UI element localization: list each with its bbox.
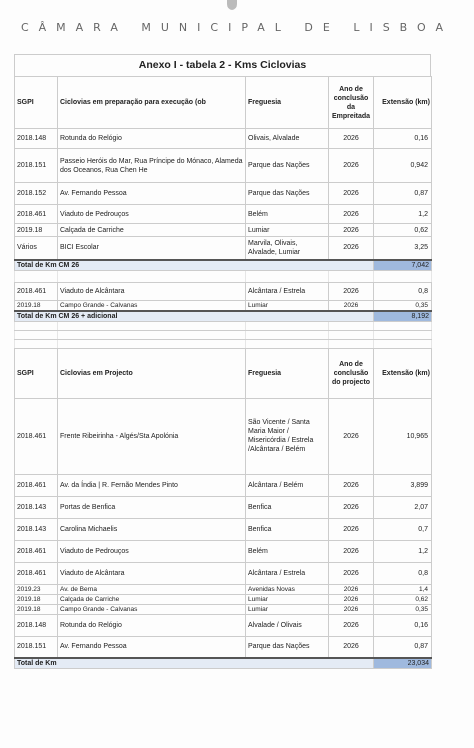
total-value: 7,042 xyxy=(374,260,432,271)
cell-ext: 0,16 xyxy=(374,614,432,636)
cell-name: Viaduto de Pedrouços xyxy=(58,205,246,224)
cell-name: Rotunda do Relógio xyxy=(58,129,246,149)
cell-sgpi: 2018.151 xyxy=(15,636,58,658)
cell-sgpi: 2018.152 xyxy=(15,183,58,205)
table-row xyxy=(15,496,432,518)
cell-name: Frente Ribeirinha - Algés/Sta Apolónia xyxy=(58,398,246,474)
empty-cell xyxy=(246,321,329,330)
cell-freguesia: Avenidas Novas xyxy=(246,584,329,594)
cell-freguesia: Lumiar xyxy=(246,594,329,604)
table-row xyxy=(15,398,432,474)
empty-cell xyxy=(329,339,374,348)
cell-freguesia: Belém xyxy=(246,205,329,224)
cell-name: Viaduto de Alcântara xyxy=(58,282,246,300)
empty-cell xyxy=(15,270,58,282)
col-ext: Extensão (km) xyxy=(374,77,432,129)
section-execution xyxy=(15,77,432,669)
cell-ext: 1,2 xyxy=(374,205,432,224)
cell-ano: 2026 xyxy=(329,300,374,311)
cell-ext: 0,35 xyxy=(374,604,432,614)
coat-of-arms-icon xyxy=(225,0,239,10)
cell-ano: 2026 xyxy=(329,205,374,224)
cell-name: Campo Grande - Calvanas xyxy=(58,300,246,311)
cell-ano: 2026 xyxy=(329,398,374,474)
cell-ano: 2026 xyxy=(329,518,374,540)
empty-cell xyxy=(374,270,432,282)
spacer-row xyxy=(15,339,432,348)
cell-name: Carolina Michaelis xyxy=(58,518,246,540)
table-row xyxy=(15,149,432,183)
spacer-row xyxy=(15,321,432,330)
cell-sgpi: 2018.461 xyxy=(15,282,58,300)
cell-sgpi: 2018.143 xyxy=(15,496,58,518)
table-row xyxy=(15,584,432,594)
cell-freguesia: Parque das Nações xyxy=(246,149,329,183)
cell-freguesia: Alvalade / Olivais xyxy=(246,614,329,636)
total-row xyxy=(15,260,432,271)
table-row xyxy=(15,636,432,658)
total-row xyxy=(15,311,432,322)
table-row xyxy=(15,282,432,300)
empty-cell xyxy=(374,330,432,339)
total-value: 23,034 xyxy=(374,658,432,669)
table-row xyxy=(15,237,432,260)
empty-cell xyxy=(58,321,246,330)
cell-ext: 2,07 xyxy=(374,496,432,518)
cell-ano: 2026 xyxy=(329,237,374,260)
table-row xyxy=(15,474,432,496)
table-row xyxy=(15,300,432,311)
cell-ext: 0,8 xyxy=(374,562,432,584)
cell-name: Av. da Índia | R. Fernão Mendes Pinto xyxy=(58,474,246,496)
cell-ano: 2026 xyxy=(329,474,374,496)
col-ano: Ano de conclusão do projecto xyxy=(329,348,374,398)
empty-cell xyxy=(58,330,246,339)
cell-ano: 2026 xyxy=(329,540,374,562)
cell-freguesia: Belém xyxy=(246,540,329,562)
cell-sgpi: 2019.23 xyxy=(15,584,58,594)
cell-sgpi: 2018.151 xyxy=(15,149,58,183)
cell-sgpi: 2019.18 xyxy=(15,300,58,311)
table-row xyxy=(15,562,432,584)
table-row xyxy=(15,205,432,224)
cell-freguesia: Parque das Nações xyxy=(246,636,329,658)
cell-freguesia: Parque das Nações xyxy=(246,183,329,205)
cell-ano: 2026 xyxy=(329,604,374,614)
table-row xyxy=(15,594,432,604)
cell-sgpi: 2018.148 xyxy=(15,129,58,149)
col-sgpi: SGPI xyxy=(15,77,58,129)
header-row xyxy=(15,77,432,129)
cell-freguesia: Benfica xyxy=(246,496,329,518)
cell-ext: 0,87 xyxy=(374,183,432,205)
empty-cell xyxy=(374,321,432,330)
cell-name: Av. Fernando Pessoa xyxy=(58,183,246,205)
total-row xyxy=(15,658,432,669)
cell-name: BICI Escolar xyxy=(58,237,246,260)
cell-ext: 0,942 xyxy=(374,149,432,183)
cell-ext: 0,16 xyxy=(374,129,432,149)
cell-ano: 2026 xyxy=(329,594,374,604)
cell-sgpi: 2018.461 xyxy=(15,398,58,474)
spreadsheet xyxy=(14,54,431,669)
cell-name: Viaduto de Pedrouços xyxy=(58,540,246,562)
col-name: Ciclovias em preparação para execução (ob xyxy=(58,77,246,129)
spacer-row xyxy=(15,330,432,339)
cell-sgpi: 2019.18 xyxy=(15,604,58,614)
table-row xyxy=(15,604,432,614)
cell-sgpi: 2018.461 xyxy=(15,540,58,562)
cell-name: Av. de Berna xyxy=(58,584,246,594)
cell-ano: 2026 xyxy=(329,129,374,149)
cell-freguesia: São Vicente / Santa Maria Maior / Misericórdia / Estrela /Alcântara / Belém xyxy=(246,398,329,474)
empty-cell xyxy=(246,270,329,282)
cell-sgpi: Vários xyxy=(15,237,58,260)
cell-name: Portas de Benfica xyxy=(58,496,246,518)
cell-ext: 1,2 xyxy=(374,540,432,562)
empty-cell xyxy=(15,339,58,348)
table-row xyxy=(15,518,432,540)
cell-ano: 2026 xyxy=(329,496,374,518)
cell-ano: 2026 xyxy=(329,614,374,636)
municipality-brand: CÂMARA MUNICIPAL DE LISBOA xyxy=(20,21,454,34)
col-name: Ciclovias em Projecto xyxy=(58,348,246,398)
cell-freguesia: Lumiar xyxy=(246,300,329,311)
empty-cell xyxy=(58,270,246,282)
table-row xyxy=(15,614,432,636)
empty-cell xyxy=(15,321,58,330)
col-ext: Extensão (km) xyxy=(374,348,432,398)
total-value: 8,192 xyxy=(374,311,432,322)
empty-cell xyxy=(15,330,58,339)
cell-freguesia: Alcântara / Estrela xyxy=(246,562,329,584)
cell-freguesia: Lumiar xyxy=(246,604,329,614)
bike-lanes-table xyxy=(14,76,432,669)
col-freguesia: Freguesia xyxy=(246,77,329,129)
cell-ext: 3,25 xyxy=(374,237,432,260)
cell-freguesia: Alcântara / Estrela xyxy=(246,282,329,300)
cell-name: Av. Fernando Pessoa xyxy=(58,636,246,658)
total-label: Total de Km CM 26 + adicional xyxy=(15,311,374,322)
cell-sgpi: 2018.461 xyxy=(15,205,58,224)
cell-ext: 0,87 xyxy=(374,636,432,658)
cell-name: Campo Grande - Calvanas xyxy=(58,604,246,614)
header-row xyxy=(15,348,432,398)
cell-ext: 10,965 xyxy=(374,398,432,474)
cell-sgpi: 2018.461 xyxy=(15,474,58,496)
empty-cell xyxy=(246,330,329,339)
cell-ext: 0,35 xyxy=(374,300,432,311)
table-row xyxy=(15,183,432,205)
table-row xyxy=(15,129,432,149)
col-freguesia: Freguesia xyxy=(246,348,329,398)
cell-ano: 2026 xyxy=(329,183,374,205)
cell-name: Viaduto de Alcântara xyxy=(58,562,246,584)
cell-ext: 0,7 xyxy=(374,518,432,540)
cell-ano: 2026 xyxy=(329,149,374,183)
table-row xyxy=(15,224,432,237)
cell-ext: 0,8 xyxy=(374,282,432,300)
cell-name: Calçada de Carriche xyxy=(58,224,246,237)
cell-name: Calçada de Carriche xyxy=(58,594,246,604)
empty-cell xyxy=(329,330,374,339)
cell-sgpi: 2018.148 xyxy=(15,614,58,636)
empty-cell xyxy=(374,339,432,348)
cell-freguesia: Marvila, Olivais, Alvalade, Lumiar xyxy=(246,237,329,260)
cell-ano: 2026 xyxy=(329,224,374,237)
table-row xyxy=(15,540,432,562)
cell-name: Rotunda do Relógio xyxy=(58,614,246,636)
cell-freguesia: Olivais, Alvalade xyxy=(246,129,329,149)
cell-ext: 1,4 xyxy=(374,584,432,594)
empty-cell xyxy=(246,339,329,348)
cell-sgpi: 2019.18 xyxy=(15,594,58,604)
cell-sgpi: 2018.143 xyxy=(15,518,58,540)
cell-freguesia: Benfica xyxy=(246,518,329,540)
cell-sgpi: 2018.461 xyxy=(15,562,58,584)
cell-ext: 0,62 xyxy=(374,594,432,604)
cell-ano: 2026 xyxy=(329,562,374,584)
col-sgpi: SGPI xyxy=(15,348,58,398)
cell-name: Passeio Heróis do Mar, Rua Príncipe do Mónaco, Alameda dos Oceanos, Rua Chen He xyxy=(58,149,246,183)
cell-ext: 0,62 xyxy=(374,224,432,237)
cell-freguesia: Alcântara / Belém xyxy=(246,474,329,496)
spacer-row xyxy=(15,270,432,282)
total-label: Total de Km CM 26 xyxy=(15,260,374,271)
empty-cell xyxy=(329,270,374,282)
cell-ext: 3,899 xyxy=(374,474,432,496)
empty-cell xyxy=(329,321,374,330)
cell-freguesia: Lumiar xyxy=(246,224,329,237)
cell-ano: 2026 xyxy=(329,282,374,300)
total-label: Total de Km xyxy=(15,658,374,669)
cell-ano: 2026 xyxy=(329,584,374,594)
empty-cell xyxy=(58,339,246,348)
cell-ano: 2026 xyxy=(329,636,374,658)
cell-sgpi: 2019.18 xyxy=(15,224,58,237)
table-title: Anexo I - tabela 2 - Kms Ciclovias xyxy=(14,54,431,76)
col-ano: Ano de conclusão da Empreitada xyxy=(329,77,374,129)
